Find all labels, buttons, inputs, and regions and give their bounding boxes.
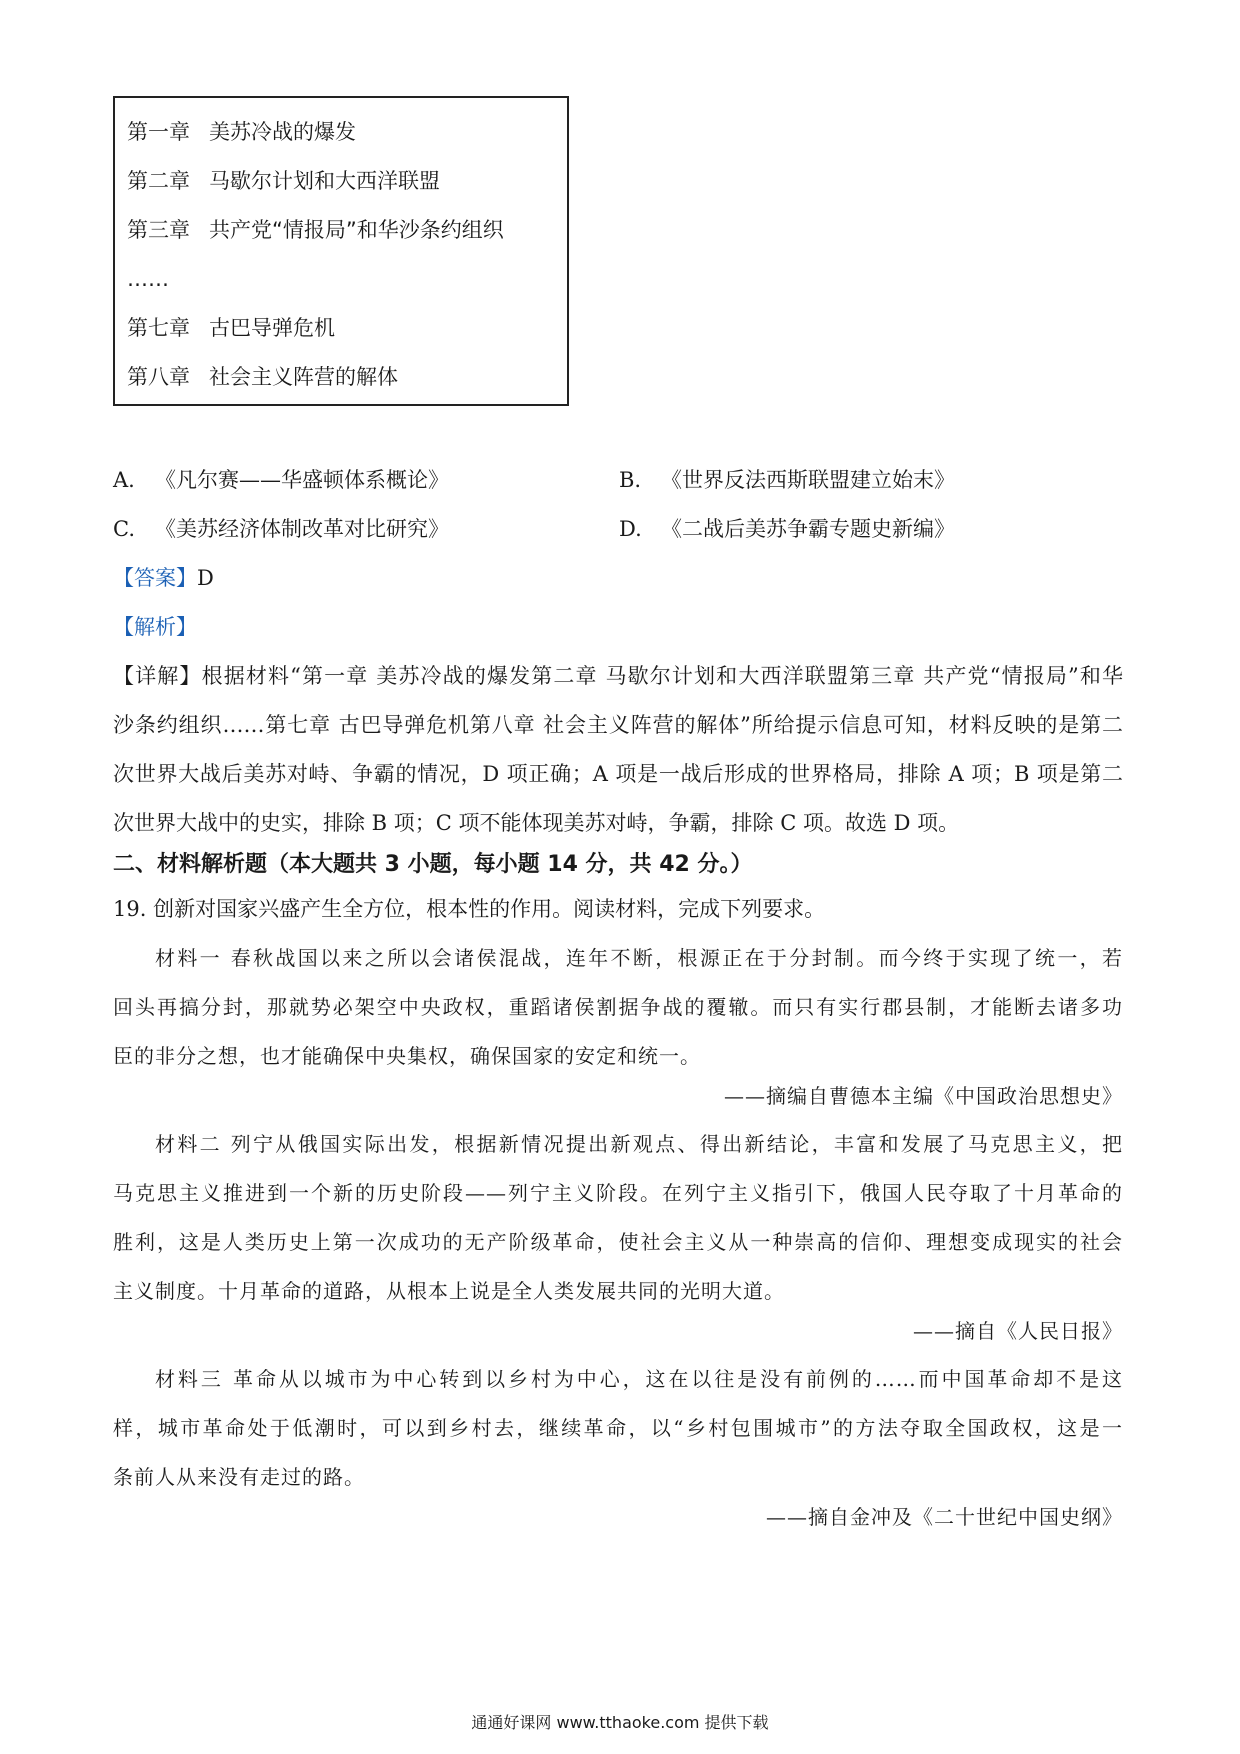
option-text: 《世界反法西斯联盟建立始末》 bbox=[661, 468, 955, 492]
toc-item bbox=[127, 255, 555, 304]
material-line: 胜利，这是人类历史上第一次成功的无产阶级革命，使社会主义从一种崇高的信仰、理想变成现实的社会 bbox=[113, 1230, 1123, 1254]
options-row bbox=[113, 466, 1123, 494]
material-line: 马克思主义推进到一个新的历史阶段——列宁主义阶段。在列宁主义指引下，俄国人民夺取了十月革命的 bbox=[113, 1181, 1123, 1205]
option-letter: D. bbox=[619, 517, 642, 541]
table-of-contents-box bbox=[113, 96, 569, 406]
toc-chapter-title: 马歇尔计划和大西洋联盟 bbox=[209, 169, 440, 193]
toc-chapter-number: 第二章 bbox=[127, 169, 190, 193]
material-line: 臣的非分之想，也才能确保中央集权，确保国家的安定和统一。 bbox=[113, 1044, 701, 1068]
detail-paragraph bbox=[113, 652, 1123, 848]
toc-item bbox=[127, 108, 555, 157]
detail-tag: 【详解】 bbox=[113, 664, 202, 688]
answer-line bbox=[113, 564, 214, 592]
option-c bbox=[113, 515, 619, 543]
toc-chapter-title: 社会主义阵营的解体 bbox=[209, 365, 398, 389]
material-one-source: ——摘编自曹德本主编《中国政治思想史》 bbox=[724, 1084, 1123, 1108]
toc-item bbox=[127, 157, 555, 206]
section-title: 二、材料解析题（本大题共 3 小题，每小题 14 分，共 42 分。） bbox=[113, 852, 753, 877]
material-two-source: ——摘自《人民日报》 bbox=[913, 1319, 1123, 1343]
answer-tag: 【答案】 bbox=[113, 566, 197, 590]
toc-chapter-title: 共产党“情报局”和华沙条约组织 bbox=[209, 218, 504, 242]
toc-item bbox=[127, 353, 555, 402]
detail-line: 沙条约组织……第七章 古巴导弹危机第八章 社会主义阵营的解体”所给提示信息可知，材料反映的是第二 bbox=[113, 713, 1123, 737]
option-letter: A. bbox=[113, 468, 135, 492]
material-line: 主义制度。十月革命的道路，从根本上说是全人类发展共同的光明大道。 bbox=[113, 1279, 785, 1303]
material-one-paragraph bbox=[113, 934, 1123, 1081]
option-text: 《二战后美苏争霸专题史新编》 bbox=[661, 517, 955, 541]
option-text: 《美苏经济体制改革对比研究》 bbox=[155, 517, 449, 541]
material-line: 条前人从来没有走过的路。 bbox=[113, 1465, 365, 1489]
toc-ellipsis: …… bbox=[127, 267, 169, 291]
option-text: 《凡尔赛——华盛顿体系概论》 bbox=[155, 468, 449, 492]
material-two-paragraph bbox=[113, 1120, 1123, 1316]
toc-chapter-title: 古巴导弹危机 bbox=[209, 316, 335, 340]
toc-chapter-number: 第一章 bbox=[127, 120, 190, 144]
material-line: 样，城市革命处于低潮时，可以到乡村去，继续革命，以“乡村包围城市”的方法夺取全国政权，这是一 bbox=[113, 1416, 1123, 1440]
toc-chapter-number: 第三章 bbox=[127, 218, 190, 242]
detail-line bbox=[113, 652, 1123, 701]
options-row bbox=[113, 515, 1123, 543]
material-line: 回头再搞分封，那就势必架空中央政权，重蹈诸侯割据争战的覆辙。而只有实行郡县制，才能断去诸多功 bbox=[113, 995, 1123, 1019]
toc-item bbox=[127, 206, 555, 255]
option-letter: B. bbox=[619, 468, 642, 492]
question-text: 19. 创新对国家兴盛产生全方位，根本性的作用。阅读材料，完成下列要求。 bbox=[113, 897, 826, 921]
material-three-paragraph bbox=[113, 1355, 1123, 1502]
material-line: 材料三 革命从以城市为中心转到以乡村为中心，这在以往是没有前例的……而中国革命却不是这 bbox=[155, 1367, 1123, 1391]
option-a bbox=[113, 466, 619, 494]
material-line: 材料一 春秋战国以来之所以会诸侯混战，连年不断，根源正在于分封制。而今终于实现了统一，若 bbox=[155, 946, 1123, 970]
toc-chapter-number: 第七章 bbox=[127, 316, 190, 340]
toc-item bbox=[127, 304, 555, 353]
detail-text: 根据材料“第一章 美苏冷战的爆发第二章 马歇尔计划和大西洋联盟第三章 共产党“情报局”和华 bbox=[201, 664, 1124, 688]
option-letter: C. bbox=[113, 517, 135, 541]
toc-chapter-title: 美苏冷战的爆发 bbox=[209, 120, 356, 144]
material-line: 材料二 列宁从俄国实际出发，根据新情况提出新观点、得出新结论，丰富和发展了马克思主义，把 bbox=[155, 1132, 1123, 1156]
material-three-source: ——摘自金冲及《二十世纪中国史纲》 bbox=[766, 1505, 1123, 1529]
detail-line: 次世界大战中的史实，排除 B 项；C 项不能体现美苏对峙，争霸，排除 C 项。故选 D 项。 bbox=[113, 811, 960, 835]
page-footer: 通通好课网 www.tthaoke.com 提供下载 bbox=[471, 1713, 769, 1732]
option-d bbox=[619, 515, 955, 543]
analysis-tag: 【解析】 bbox=[113, 615, 197, 639]
answer-value: D bbox=[197, 566, 214, 590]
detail-line: 次世界大战后美苏对峙、争霸的情况，D 项正确；A 项是一战后形成的世界格局，排除 A 项；B 项是第二 bbox=[113, 762, 1123, 786]
analysis-line bbox=[113, 613, 197, 641]
option-b bbox=[619, 466, 955, 494]
toc-chapter-number: 第八章 bbox=[127, 365, 190, 389]
